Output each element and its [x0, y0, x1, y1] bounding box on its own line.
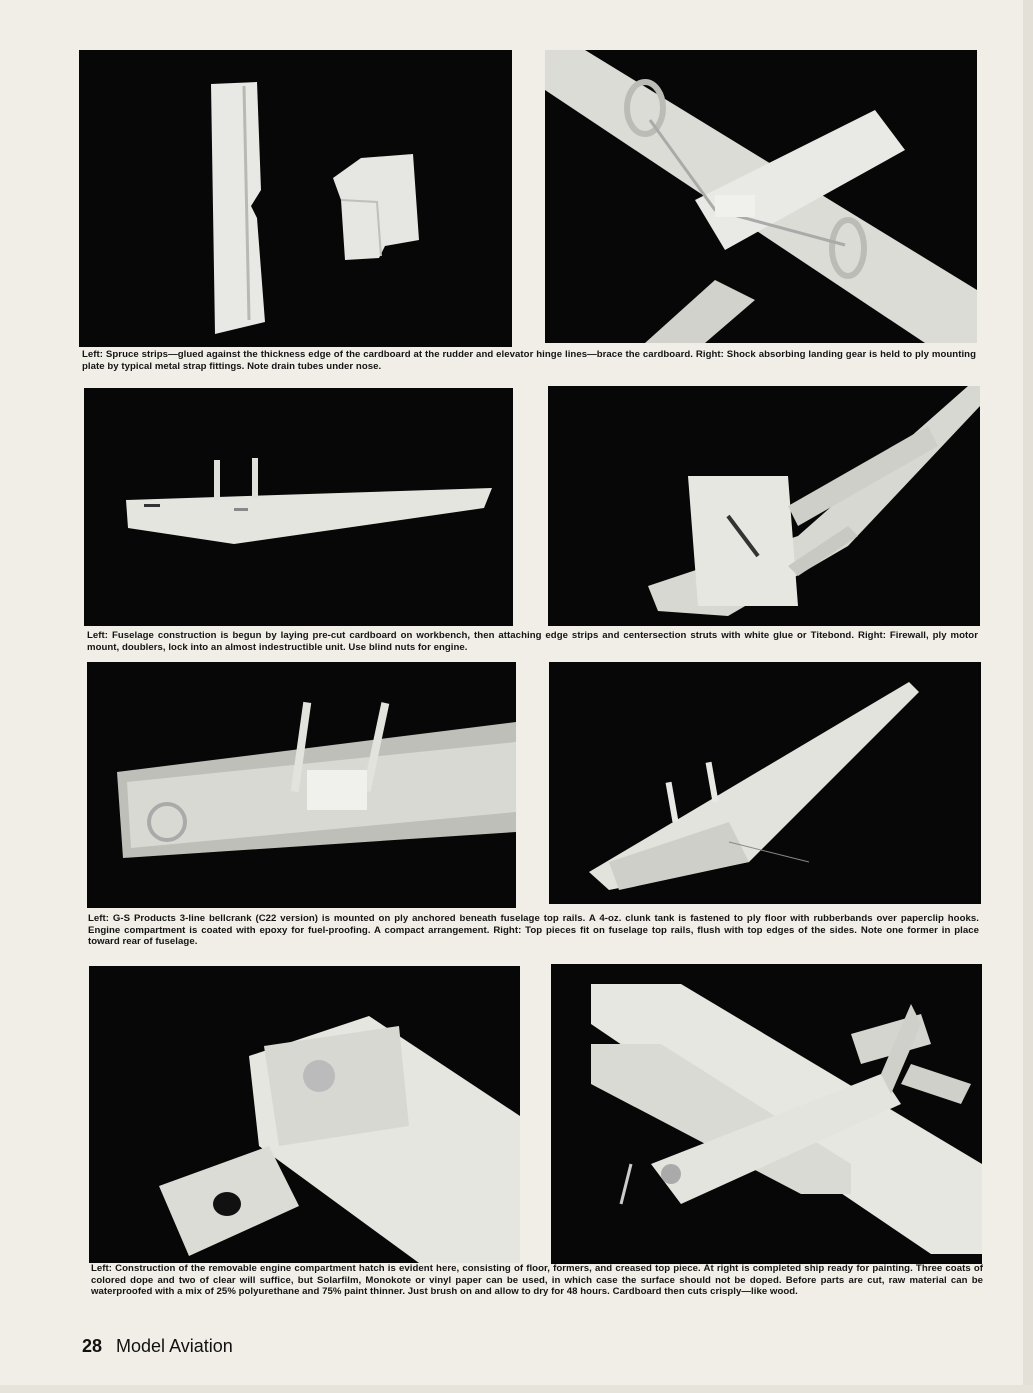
caption-row-1: Left: Spruce strips—glued against the thickness edge of the cardboard at the rudder and elevator hinge lines—brace the cardboard. Right: Shock absorbing landing gear is held to ply mounting plate by typical metal strap fittings. Note drain tubes under nose.: [82, 349, 976, 372]
photo-fuselage-side: [84, 388, 513, 626]
page-number: 28: [82, 1336, 103, 1356]
photo-rudder-elevator: [79, 50, 512, 347]
photo-bellcrank-engine-compartment: [87, 662, 516, 908]
photo-engine-hatch: [89, 966, 520, 1263]
page-edge-bottom: [0, 1385, 1033, 1393]
caption-row-3: Left: G-S Products 3-line bellcrank (C22 version) is mounted on ply anchored beneath fuselage top rails. A 4-oz. clunk tank is fastened to ply floor with rubberbands over paperclip hooks. Engine compartment is coated with epoxy for fuel-proofing. A compact arrangement. Right: Top pieces fit on fuselage top rails, flush with top edges of the sides. Note one former in place toward rear of fuselage.: [88, 913, 979, 947]
photo-landing-gear: [545, 50, 977, 343]
caption-row-2: Left: Fuselage construction is begun by laying pre-cut cardboard on workbench, then attaching edge strips and centersection struts with white glue or Titebond. Right: Firewall, ply motor mount, doublers, lock into an almost indestructible unit. Use blind nuts for engine.: [87, 630, 978, 653]
page-footer: [82, 1336, 233, 1357]
photo-completed-biplane: [551, 964, 982, 1264]
photo-fuselage-top-rails: [549, 662, 981, 904]
photo-firewall-motor-mount: [548, 386, 980, 626]
page-edge-right: [1023, 0, 1033, 1393]
caption-row-4: Left: Construction of the removable engine compartment hatch is evident here, consisting of floor, formers, and creased top piece. At right is completed ship ready for painting. Three coats of colored dope and two of clear will suffice, but Solarfilm, Monokote or vinyl paper can be used, in which case the surface should not be doped. Before parts are cut, raw material can be waterproofed with a mix of 25% polyurethane and 75% paint thinner. Just brush on and allow to dry for 48 hours. Cardboard then cuts crisply—like wood.: [91, 1263, 983, 1297]
publication-name: Model Aviation: [116, 1336, 233, 1356]
